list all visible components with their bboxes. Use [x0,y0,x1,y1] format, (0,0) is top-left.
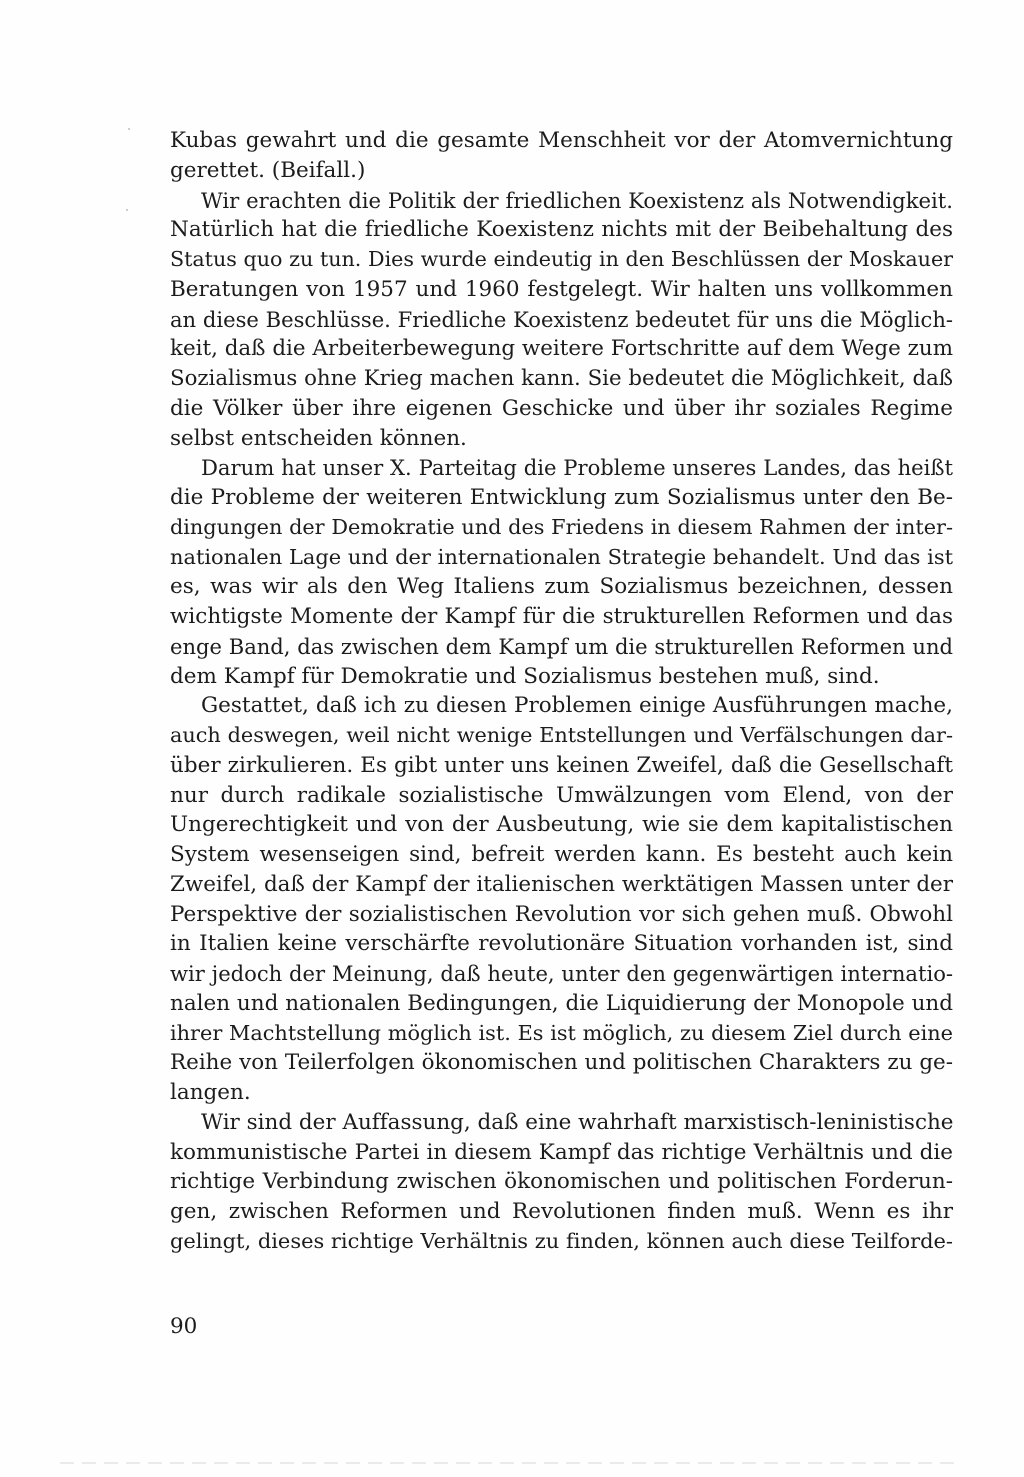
text-line: gen, zwischen Reformen und Revolutionen finden muß. Wenn es ihr [170,1199,953,1224]
text-line: gerettet. (Beifall.) [170,157,366,183]
text-line: auch deswegen, weil nicht wenige Entstellungen und Verfälschungen dar- [170,723,953,747]
text-line: dingungen der Demokratie und des Friedens in diesem Rahmen der inter- [170,514,953,539]
text-line: nationalen Lage und der internationalen Strategie behandelt. Und das ist [170,544,953,569]
text-line: nur durch radikale sozialistische Umwälzungen vom Elend, von der [170,782,953,808]
text-line: selbst entscheiden können. [170,425,467,451]
text-line: an diese Beschlüsse. Friedliche Koexistenz bedeutet für uns die Möglich- [170,306,953,332]
text-line: Wir erachten die Politik der friedlichen Koexistenz als Notwendigkeit. [201,187,953,213]
text-line: kommunistische Partei in diesem Kampf das richtige Verhältnis und die [170,1139,953,1165]
text-line: Kubas gewahrt und die gesamte Menschheit vor der Atomvernichtung [170,128,953,153]
text-line: Perspektive der sozialistischen Revolution vor sich gehen muß. Obwohl [170,901,953,927]
text-line: Wir sind der Auffassung, daß eine wahrhaft marxistisch-leninistische [201,1109,954,1135]
text-line: die Probleme der weiteren Entwicklung zum Sozialismus unter den Be- [170,485,953,510]
text-line: nalen und nationalen Bedingungen, die Liquidierung der Monopole und [170,990,953,1016]
text-line: keit, daß die Arbeiterbewegung weitere Fortschritte auf dem Wege zum [170,336,953,362]
text-line: über zirkulieren. Es gibt unter uns keinen Zweifel, daß die Gesellschaft [170,752,953,778]
text-line: langen. [170,1080,251,1105]
text-line: Sozialismus ohne Krieg machen kann. Sie bedeutet die Möglichkeit, daß [170,366,953,391]
text-line: wir jedoch der Meinung, daß heute, unter den gegenwärtigen internatio- [170,961,953,986]
text-line: dem Kampf für Demokratie und Sozialismus bestehen muß, sind. [170,663,880,689]
scan-speck [126,209,128,211]
text-line: Status quo zu tun. Dies wurde eindeutig in den Beschlüssen der Moskauer [170,247,953,271]
text-line: System wesenseigen sind, befreit werden kann. Es besteht auch kein [170,842,953,867]
text-line: Gestattet, daß ich zu diesen Problemen einige Ausführungen mache, [201,693,953,719]
scan-speck [128,128,130,130]
text-line: Beratungen von 1957 und 1960 festgelegt. Wir halten uns vollkommen [170,276,953,302]
text-line: Natürlich hat die friedliche Koexistenz nichts mit der Beibehaltung des [170,217,953,243]
text-line: in Italien keine verschärfte revolutionäre Situation vorhanden ist, sind [170,931,953,957]
scan-edge-strip [60,1462,960,1464]
body-text [170,126,953,1257]
text-line: wichtigste Momente der Kampf für die strukturellen Reformen und das [170,604,953,629]
text-line: Ungerechtigkeit und von der Ausbeutung, wie sie dem kapitalistischen [170,812,953,838]
text-line: Zweifel, daß der Kampf der italienischen werktätigen Massen unter der [170,871,953,897]
text-line: die Völker über ihre eigenen Geschicke und über ihr soziales Regime [170,395,953,421]
text-line: ihrer Machtstellung möglich ist. Es ist möglich, zu diesem Ziel durch eine [170,1020,953,1045]
text-line: Darum hat unser X. Parteitag die Probleme unseres Landes, das heißt [201,455,953,481]
text-line: gelingt, dieses richtige Verhältnis zu finden, können auch diese Teilforde- [170,1228,953,1253]
text-line: enge Band, das zwischen dem Kampf um die strukturellen Reformen und [170,633,953,659]
text-line: es, was wir als den Weg Italiens zum Sozialismus bezeichnen, dessen [170,574,953,600]
text-line: richtige Verbindung zwischen ökonomischen und politischen Forderun- [170,1169,953,1195]
page-number: 90 [170,1314,198,1339]
text-line: Reihe von Teilerfolgen ökonomischen und politischen Charakters zu ge- [170,1050,953,1076]
